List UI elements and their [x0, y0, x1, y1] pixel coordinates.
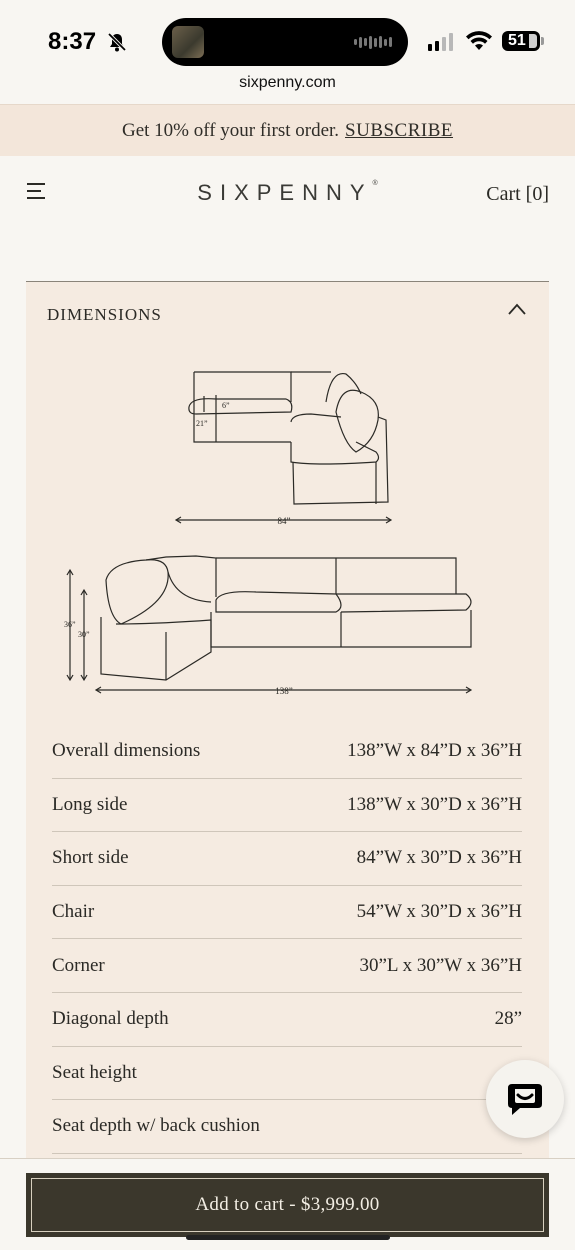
now-playing-artwork: [172, 26, 204, 58]
dimensions-table: [52, 725, 522, 1154]
row-label: Seat depth w/ back cushion: [52, 1115, 260, 1137]
chat-button[interactable]: [486, 1060, 564, 1138]
row-value: 138”W x 84”D x 36”H: [347, 740, 522, 762]
dimension-label-depth: 84”: [277, 516, 291, 526]
side-view-drawing: [189, 372, 388, 504]
add-to-cart-label: Add to cart - $3,999.00: [31, 1178, 544, 1232]
subscribe-link[interactable]: SUBSCRIBE: [345, 119, 454, 141]
bell-muted-icon: [106, 31, 128, 53]
dynamic-island[interactable]: [162, 18, 408, 66]
logo[interactable]: SIXPENNY®: [197, 180, 378, 205]
sofa-dimension-diagram: [56, 362, 486, 702]
table-row: [52, 993, 522, 1047]
table-row: [52, 779, 522, 833]
clock: 8:37: [48, 28, 97, 55]
dimension-label-height: 36”: [64, 620, 76, 629]
table-row: [52, 1100, 522, 1154]
dimensions-panel: [26, 281, 549, 1161]
chevron-up-icon[interactable]: [507, 302, 527, 316]
row-label: Corner: [52, 954, 105, 976]
audio-waveform-icon: [354, 35, 392, 49]
row-value: 30”L x 30”W x 36”H: [359, 954, 522, 976]
address-bar-url[interactable]: sixpenny.com: [239, 74, 336, 91]
chat-bubble-icon: [506, 1080, 544, 1118]
cart-link[interactable]: Cart [0]: [486, 183, 549, 205]
row-value: 28”: [494, 1008, 522, 1030]
promo-banner: [0, 104, 575, 156]
row-value: 84”W x 30”D x 36”H: [356, 847, 522, 869]
site-header: [0, 160, 575, 230]
table-row: [52, 939, 522, 993]
status-bar: [0, 0, 575, 70]
wifi-icon: [465, 30, 493, 52]
dimension-label-seat-height: 30”: [78, 630, 90, 639]
table-row: [52, 832, 522, 886]
row-value: 138”W x 30”D x 36”H: [347, 793, 522, 815]
cellular-signal-icon: [428, 33, 453, 51]
promo-text: Get 10% off your first order.: [121, 119, 340, 141]
row-label: Seat height: [52, 1061, 137, 1083]
dimension-label-arm: 6”: [222, 401, 230, 410]
dimension-label-width: 138”: [275, 686, 293, 696]
row-label: Diagonal depth: [52, 1008, 169, 1030]
table-row: [52, 1047, 522, 1101]
battery-icon: [502, 31, 540, 51]
dimension-label-seat: 21”: [196, 419, 208, 428]
table-row: [52, 725, 522, 779]
row-label: Chair: [52, 901, 95, 923]
row-label: Short side: [52, 847, 129, 869]
table-row: [52, 886, 522, 940]
battery-level: 51: [508, 32, 526, 49]
home-indicator[interactable]: [186, 1235, 390, 1240]
dimensions-heading[interactable]: DIMENSIONS: [47, 305, 162, 324]
row-label: Overall dimensions: [52, 740, 201, 762]
add-to-cart-button[interactable]: [26, 1173, 549, 1237]
row-value: 54”W x 30”D x 36”H: [356, 901, 522, 923]
row-label: Long side: [52, 793, 128, 815]
sticky-cart-bar: [0, 1158, 575, 1250]
front-view-drawing: [101, 556, 471, 680]
